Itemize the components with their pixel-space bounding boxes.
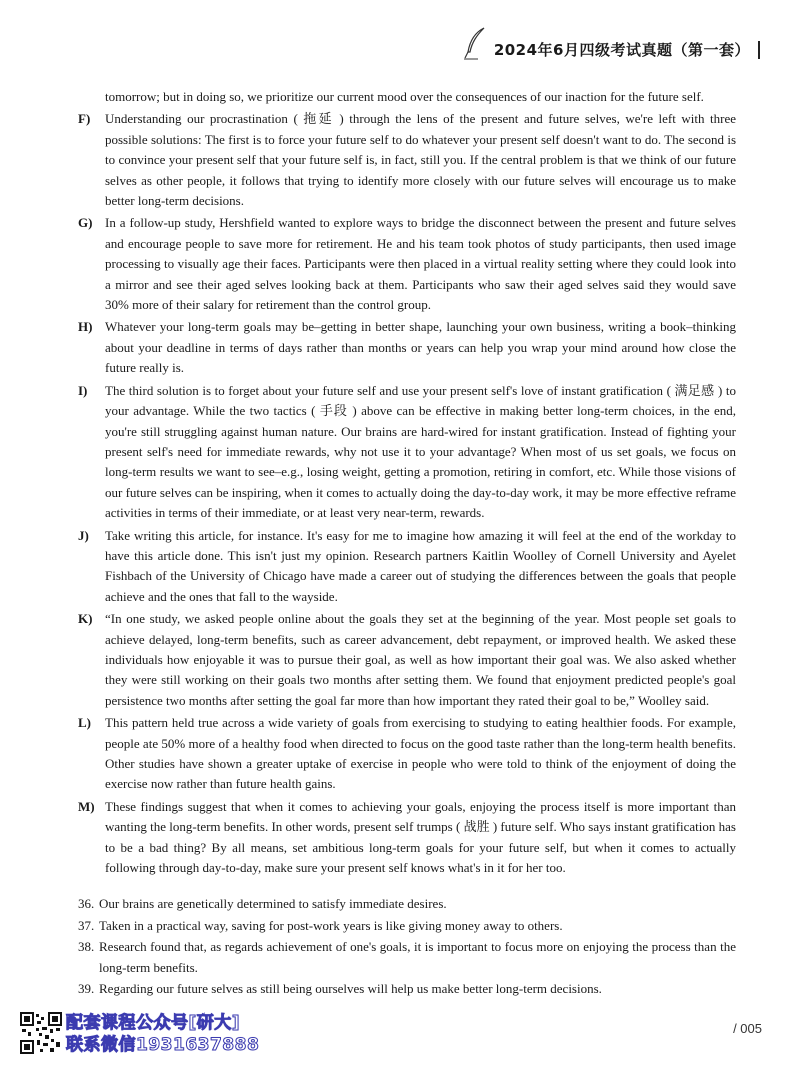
paragraph-letter: J) xyxy=(78,527,89,543)
paragraph-g xyxy=(78,213,736,315)
paragraph-text: The third solution is to forget about your future self and use your present self's love of instant gratification ( 满足感 ) to your advantage. While the two tactics ( 手段 ) above can be effective in making better long-term choices, in the end, you're still struggling against human nature. Our brains are hard-wired for instant gratification. Instead of fighting your present self's need for immediate rewards, why not use it to your advantage? When most of us set goals, we focus on long-term results we want to see–e.g., losing weight, getting a promotion, retiring in comfort, etc. While those visions of our future selves can be inspiring, when it comes to actually doing the day-to-day work, it may be more effective reframe activities in terms of their immediate, or at least very near-term, rewards. xyxy=(105,382,736,521)
paragraph-text: Understanding our procrastination ( 拖延 ) through the lens of the present and future selves, we're left with three possible solutions: The first is to force your future self to do whatever your present self doesn't want to do. The second is to convince your present self that your future self is, in fact, still you. If the central problem is that we think of our future selves as other people, it follows that trying to identify more closely with our future selves will encourage us to make better long-term decisions. xyxy=(105,111,736,209)
qr-code-icon xyxy=(20,1012,62,1054)
promo-line-1: 配套课程公众号[研大] xyxy=(66,1013,241,1033)
question-item xyxy=(78,937,736,978)
question-list xyxy=(78,894,736,999)
passage xyxy=(78,87,736,1000)
paragraph-letter: M) xyxy=(78,798,95,814)
paragraph-text: Take writing this article, for instance. It's easy for me to imagine how amazing it will feel at the end of the workday to have this article done. This isn't just my opinion. Research partners Kaitlin Woolley of Cornell University and Ayelet Fishbach of the University of Chicago have made a career out of studying the differences between the goals that people achieve and the ones that fall to the wayside. xyxy=(105,527,736,604)
promo-banner xyxy=(66,1012,259,1056)
paragraph-letter: H) xyxy=(78,319,93,335)
question-item xyxy=(78,894,736,914)
question-text: Regarding our future selves as still being ourselves will help us make better long-term decisions. xyxy=(99,981,602,997)
paragraph-k xyxy=(78,609,736,711)
paragraph-text: “In one study, we asked people online about the goals they set at the beginning of the year. Most people set goals to achieve delayed, long-term benefits, such as career advancement, debt repayment, or improved health. We asked these individuals how enjoyable it was to pursue their goal, as well as how important their goal was. We also asked whether they were still working on their goals two months after setting them. We found that enjoyment predicted people's goal persistence two months after setting the goal far more than how important they rated their goal to be,” Woolley said. xyxy=(105,611,736,708)
paragraph-text: In a follow-up study, Hershfield wanted to explore ways to bridge the disconnect between the present and future selves and encourage people to save more for retirement. He and his team took photos of study participants, then used image processing to visually age their faces. Participants were then placed in a virtual reality setting where they could look into a mirror and see their aged selves looking back at them. Participants who saw their aged selves said they would save 30% more of their salary for retirement than the control group. xyxy=(105,215,736,313)
question-item xyxy=(78,916,736,936)
page-title: 2024年6月四级考试真题（第一套） xyxy=(494,41,760,59)
question-text: Research found that, as regards achievement of one's goals, it is important to focus more on enjoying the process than the long-term benefits. xyxy=(99,939,736,975)
lead-text: tomorrow; but in doing so, we prioritize our current mood over the consequences of our inaction for the future self. xyxy=(105,89,704,104)
paragraph-text: These findings suggest that when it comes to achieving your goals, enjoying the process itself is more important than wanting the long-term benefits. In other words, present self trumps ( 战胜 ) future self. Who says instant gratification has to be a bad thing? By all means, set ambitious long-term goals for your future self, but when it comes to actually following through day-to-day, make sure your present self knows what's in it for her too. xyxy=(105,798,736,876)
paragraph-letter: I) xyxy=(78,382,88,398)
page-header xyxy=(440,30,760,70)
question-text: Our brains are genetically determined to satisfy immediate desires. xyxy=(99,896,447,912)
paragraph-l xyxy=(78,713,736,795)
paragraph-i xyxy=(78,381,736,524)
paragraph-h xyxy=(78,317,736,378)
question-number: 37. xyxy=(78,917,95,933)
paragraph-letter: F) xyxy=(78,111,91,127)
paragraph-letter: K) xyxy=(78,611,93,627)
question-item xyxy=(78,979,736,999)
question-number: 36. xyxy=(78,896,95,912)
quill-pen-icon xyxy=(462,26,488,65)
paragraph-text: Whatever your long-term goals may be–getting in better shape, launching your own business, writing a book–thinking about your deadline in terms of days rather than months or years can help you wrap your mind around how close the future really is. xyxy=(105,319,736,376)
paragraph-text: This pattern held true across a wide variety of goals from exercising to studying to eating healthier foods. For example, people ate 50% more of a healthy food when directed to focus on the good taste rather than the long-term health benefits. Other studies have shown a greater uptake of exercise in people who were told to think of the enjoyment of doing the exercise now rather than future health gains. xyxy=(105,715,736,792)
paragraph-letter: G) xyxy=(78,215,93,231)
paragraph-m xyxy=(78,797,736,879)
promo-line-2: 联系微信1931637888 xyxy=(66,1035,260,1055)
paragraph-letter: L) xyxy=(78,715,91,731)
paragraph-f xyxy=(78,109,736,211)
question-number: 38. xyxy=(78,939,95,955)
page-number: / 005 xyxy=(733,1021,762,1036)
paragraph-j xyxy=(78,526,736,608)
question-text: Taken in a practical way, saving for post-work years is like giving money away to others. xyxy=(99,917,563,933)
question-number: 39. xyxy=(78,981,95,997)
